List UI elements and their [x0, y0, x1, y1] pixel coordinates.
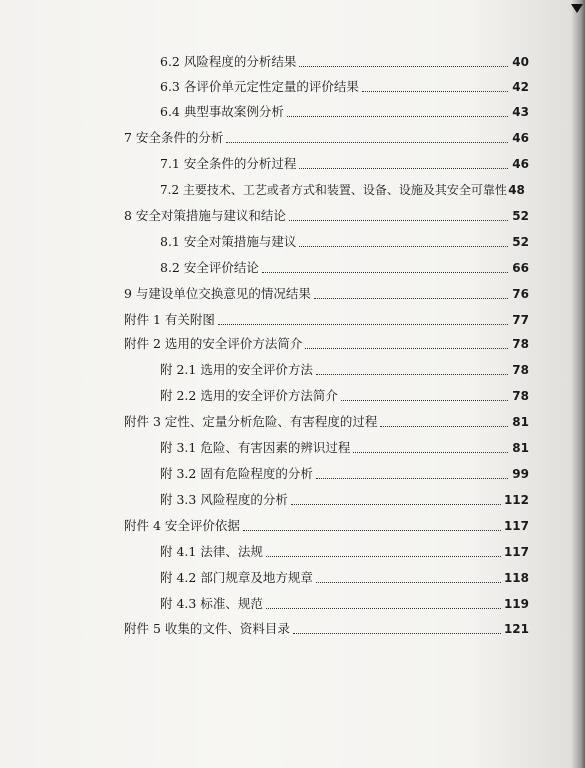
toc-entry-title: 附 3.1 危险、有害因素的辨识过程 [160, 440, 351, 455]
toc-entry-page: 99 [512, 467, 529, 481]
toc-entry-page: 77 [512, 313, 529, 327]
toc-entry-page: 112 [503, 493, 529, 507]
toc-entry [160, 462, 529, 482]
toc-entry [160, 100, 529, 120]
toc-entry-title: 附 3.2 固有危险程度的分析 [160, 466, 313, 481]
toc-entry [160, 566, 529, 586]
toc-entry-page: 46 [512, 131, 529, 145]
toc-entry-title: 7 安全条件的分析 [124, 130, 224, 145]
toc-entry [124, 308, 529, 328]
toc-entry [124, 204, 529, 224]
toc-entry [124, 617, 529, 637]
toc-leader-dots [299, 167, 508, 169]
toc-leader-dots [316, 581, 501, 583]
toc-entry-title: 附 3.3 风险程度的分析 [160, 492, 288, 507]
toc-entry-title: 6.2 风险程度的分析结果 [160, 54, 297, 69]
toc-entry-title: 附件 3 定性、定量分析危险、有害程度的过程 [124, 414, 378, 429]
toc-leader-dots [243, 529, 501, 531]
toc-entry [160, 358, 529, 378]
toc-leader-dots [218, 323, 508, 325]
toc-entry-title: 附件 5 收集的文件、资料目录 [124, 621, 290, 636]
toc-entry-page: 81 [512, 415, 529, 429]
toc-entry [160, 256, 529, 276]
toc-entry-title: 附 2.1 选用的安全评价方法 [160, 362, 313, 377]
toc-leader-dots [316, 373, 508, 375]
toc-leader-dots [287, 115, 508, 117]
toc-entry [124, 410, 529, 430]
toc-entry-page: 117 [503, 519, 529, 533]
toc-entry-title: 7.1 安全条件的分析过程 [160, 156, 297, 171]
toc-entry-title: 8.1 安全对策措施与建议 [160, 234, 297, 249]
toc-leader-dots [293, 632, 501, 634]
toc-leader-dots [380, 425, 508, 427]
toc-entry [124, 514, 529, 534]
corner-mark [571, 4, 583, 13]
toc-leader-dots [353, 451, 508, 453]
toc-leader-dots [266, 607, 501, 609]
toc-entry-page: 78 [512, 337, 529, 351]
toc-leader-dots [266, 555, 501, 557]
page-edge-shadow [571, 0, 585, 768]
toc-entry [160, 178, 533, 198]
toc-leader-dots [299, 245, 508, 247]
toc-entry [160, 230, 529, 250]
toc-entry-title: 8 安全对策措施与建议和结论 [124, 208, 286, 223]
toc-leader-dots [362, 90, 508, 92]
toc-leader-dots [291, 503, 501, 505]
toc-entry-title: 附 4.3 标准、规范 [160, 596, 263, 611]
toc-entry-page: 40 [512, 55, 529, 69]
toc-leader-dots [305, 347, 508, 349]
toc-entry-title: 9 与建设单位交换意见的情况结果 [124, 286, 311, 301]
toc-entry-title: 8.2 安全评价结论 [160, 260, 259, 275]
toc-leader-dots [262, 271, 508, 273]
toc-leader-dots [314, 297, 508, 299]
toc-entry-page: 78 [512, 389, 529, 403]
toc-entry-page: 121 [503, 622, 529, 636]
toc-entry [160, 436, 529, 456]
toc-entry-page: 66 [512, 261, 529, 275]
toc-entry-page: 52 [512, 235, 529, 249]
toc-entry [160, 152, 529, 172]
toc-entry-page: 42 [512, 80, 529, 94]
toc-entry-page: 81 [512, 441, 529, 455]
toc-entry-title: 附 4.2 部门规章及地方规章 [160, 570, 313, 585]
toc-entry-page: 118 [503, 571, 529, 585]
toc-entry [124, 126, 529, 146]
toc-entry-title: 7.2 主要技术、工艺或者方式和装置、设备、设施及其安全可靠性 [160, 183, 507, 197]
toc-entry-page: 52 [512, 209, 529, 223]
toc-entry-title: 附件 2 选用的安全评价方法简介 [124, 336, 303, 351]
toc-entry-title: 附件 1 有关附图 [124, 312, 215, 327]
toc-entry-page: 76 [512, 287, 529, 301]
toc-entry-title: 附 4.1 法律、法规 [160, 544, 263, 559]
toc-entry-page: 43 [512, 105, 529, 119]
toc-entry [160, 540, 529, 560]
toc-entry-page: 48 [508, 183, 525, 197]
toc-entry [124, 282, 529, 302]
toc-entry-title: 6.3 各评价单元定性定量的评价结果 [160, 79, 359, 94]
toc-leader-dots [299, 65, 508, 67]
toc-entry-page: 119 [503, 597, 529, 611]
toc-entry [160, 488, 529, 508]
toc-entry [124, 332, 529, 352]
toc-leader-dots [289, 219, 508, 221]
toc-leader-dots [316, 477, 508, 479]
toc-entry [160, 50, 529, 70]
toc-entry-title: 附 2.2 选用的安全评价方法简介 [160, 388, 338, 403]
toc-entry-title: 6.4 典型事故案例分析 [160, 104, 284, 119]
toc-leader-dots [226, 141, 508, 143]
toc-entry-title: 附件 4 安全评价依据 [124, 518, 240, 533]
toc-entry-page: 46 [512, 157, 529, 171]
toc-entry-page: 117 [503, 545, 529, 559]
toc-entry [160, 592, 529, 612]
toc-entry [160, 384, 529, 404]
toc-entry [160, 75, 529, 95]
toc-leader-dots [341, 399, 508, 401]
toc-entry-page: 78 [512, 363, 529, 377]
